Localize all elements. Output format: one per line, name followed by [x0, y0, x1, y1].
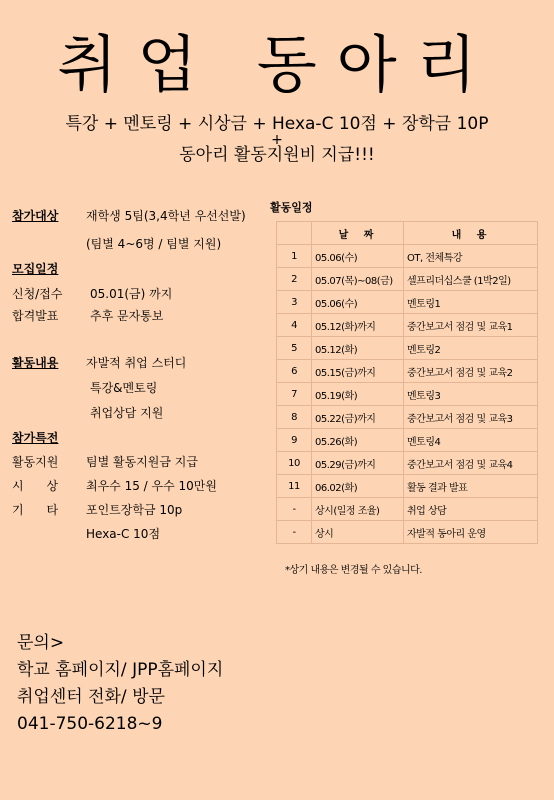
schedule-cell-num: -	[277, 521, 312, 544]
contact-phone: 041-750-6218~9	[17, 714, 163, 734]
support-value: 팀별 활동지원금 지급	[86, 455, 198, 469]
apply-value: 05.01(금) 까지	[90, 287, 173, 301]
schedule-cell-num: 8	[277, 406, 312, 429]
schedule-row	[277, 498, 538, 521]
award-label: 시 상	[12, 479, 59, 493]
schedule-cell-num: 5	[277, 337, 312, 360]
schedule-cell-content: 취업 상담	[404, 498, 538, 521]
schedule-row	[277, 429, 538, 452]
contact-section	[17, 630, 223, 738]
schedule-row	[277, 521, 538, 544]
subtitle-line1: 특강 + 멘토링 + 시상금 + Hexa-C 10점 + 장학금 10P	[65, 114, 489, 134]
schedule-row	[277, 452, 538, 475]
schedule-cell-date: 상시	[312, 521, 404, 544]
recruit-label: 모집일정	[12, 262, 59, 276]
schedule-row	[277, 268, 538, 291]
schedule-cell-content: 중간보고서 점검 및 교육4	[404, 452, 538, 475]
header-date: 날 짜	[312, 222, 404, 245]
schedule-cell-date: 06.02(화)	[312, 475, 404, 498]
result-value: 추후 문자통보	[90, 309, 164, 323]
schedule-cell-num: 7	[277, 383, 312, 406]
subtitle	[0, 115, 554, 165]
schedule-cell-num: 2	[277, 268, 312, 291]
activity-value1: 자발적 취업 스터디	[86, 356, 187, 370]
schedule-cell-num: 6	[277, 360, 312, 383]
result-label: 합격발표	[12, 309, 59, 323]
etc-label: 기 타	[12, 503, 59, 517]
contact-line2: 학교 홈페이지/ JPP홈페이지	[17, 660, 224, 680]
schedule-header-row	[277, 222, 538, 245]
schedule-cell-content: 멘토링3	[404, 383, 538, 406]
schedule-row	[277, 337, 538, 360]
activity-label: 활동내용	[12, 356, 59, 370]
schedule-cell-num: 3	[277, 291, 312, 314]
header-num	[277, 222, 312, 245]
schedule-cell-date: 05.26(화)	[312, 429, 404, 452]
contact-line3: 취업센터 전화/ 방문	[17, 687, 165, 707]
schedule-cell-date: 05.12(화)	[312, 337, 404, 360]
schedule-row	[277, 291, 538, 314]
schedule-cell-date: 05.06(수)	[312, 291, 404, 314]
target-value1: 재학생 5팀(3,4학년 우선선발)	[86, 209, 246, 223]
schedule-cell-content: 중간보고서 점검 및 교육1	[404, 314, 538, 337]
schedule-row	[277, 314, 538, 337]
schedule-cell-content: OT, 전체특강	[404, 245, 538, 268]
schedule-row	[277, 360, 538, 383]
contact-line1: 문의>	[17, 633, 65, 653]
activity-value2: 특강&멘토링	[90, 381, 158, 395]
schedule-cell-content: 멘토링4	[404, 429, 538, 452]
schedule-row	[277, 383, 538, 406]
schedule-cell-content: 활동 결과 발표	[404, 475, 538, 498]
schedule-cell-date: 05.07(목)~08(금)	[312, 268, 404, 291]
schedule-cell-content: 중간보고서 점검 및 교육2	[404, 360, 538, 383]
subtitle-line3: 동아리 활동지원비 지급!!!	[179, 145, 375, 165]
award-value: 최우수 15 / 우수 10만원	[86, 479, 217, 493]
support-label: 활동지원	[12, 455, 59, 469]
schedule-cell-num: 10	[277, 452, 312, 475]
benefit-label: 참가특전	[12, 431, 59, 445]
poster-title: 취업 동아리	[57, 28, 497, 101]
schedule-cell-date: 05.22(금)까지	[312, 406, 404, 429]
schedule-cell-num: 9	[277, 429, 312, 452]
header-content: 내 용	[404, 222, 538, 245]
target-value2: (팀별 4~6명 / 팀별 지원)	[86, 237, 222, 251]
schedule-cell-date: 05.19(화)	[312, 383, 404, 406]
subtitle-line2: +	[271, 132, 283, 148]
schedule-row	[277, 475, 538, 498]
schedule-note: *상기 내용은 변경될 수 있습니다.	[285, 565, 422, 576]
schedule-cell-num: 11	[277, 475, 312, 498]
apply-label: 신청/접수	[12, 287, 63, 301]
schedule-cell-date: 05.12(화)까지	[312, 314, 404, 337]
schedule-cell-num: 4	[277, 314, 312, 337]
schedule-title: 활동일정	[270, 201, 313, 214]
schedule-cell-content: 자발적 동아리 운영	[404, 521, 538, 544]
etc-value1: 포인트장학금 10p	[86, 503, 183, 517]
schedule-cell-date: 05.15(금)까지	[312, 360, 404, 383]
schedule-cell-content: 멘토링1	[404, 291, 538, 314]
schedule-cell-num: 1	[277, 245, 312, 268]
schedule-cell-content: 셀프리더십스쿨 (1박2일)	[404, 268, 538, 291]
schedule-row	[277, 406, 538, 429]
target-label: 참가대상	[12, 209, 59, 223]
schedule-row	[277, 245, 538, 268]
schedule-table	[276, 221, 538, 544]
activity-value3: 취업상담 지원	[90, 406, 164, 420]
schedule-cell-content: 멘토링2	[404, 337, 538, 360]
etc-value2: Hexa-C 10점	[86, 527, 161, 541]
schedule-cell-num: -	[277, 498, 312, 521]
schedule-cell-date: 05.29(금)까지	[312, 452, 404, 475]
schedule-cell-date: 05.06(수)	[312, 245, 404, 268]
schedule-cell-date: 상시(일정 조율)	[312, 498, 404, 521]
schedule-cell-content: 중간보고서 점검 및 교육3	[404, 406, 538, 429]
